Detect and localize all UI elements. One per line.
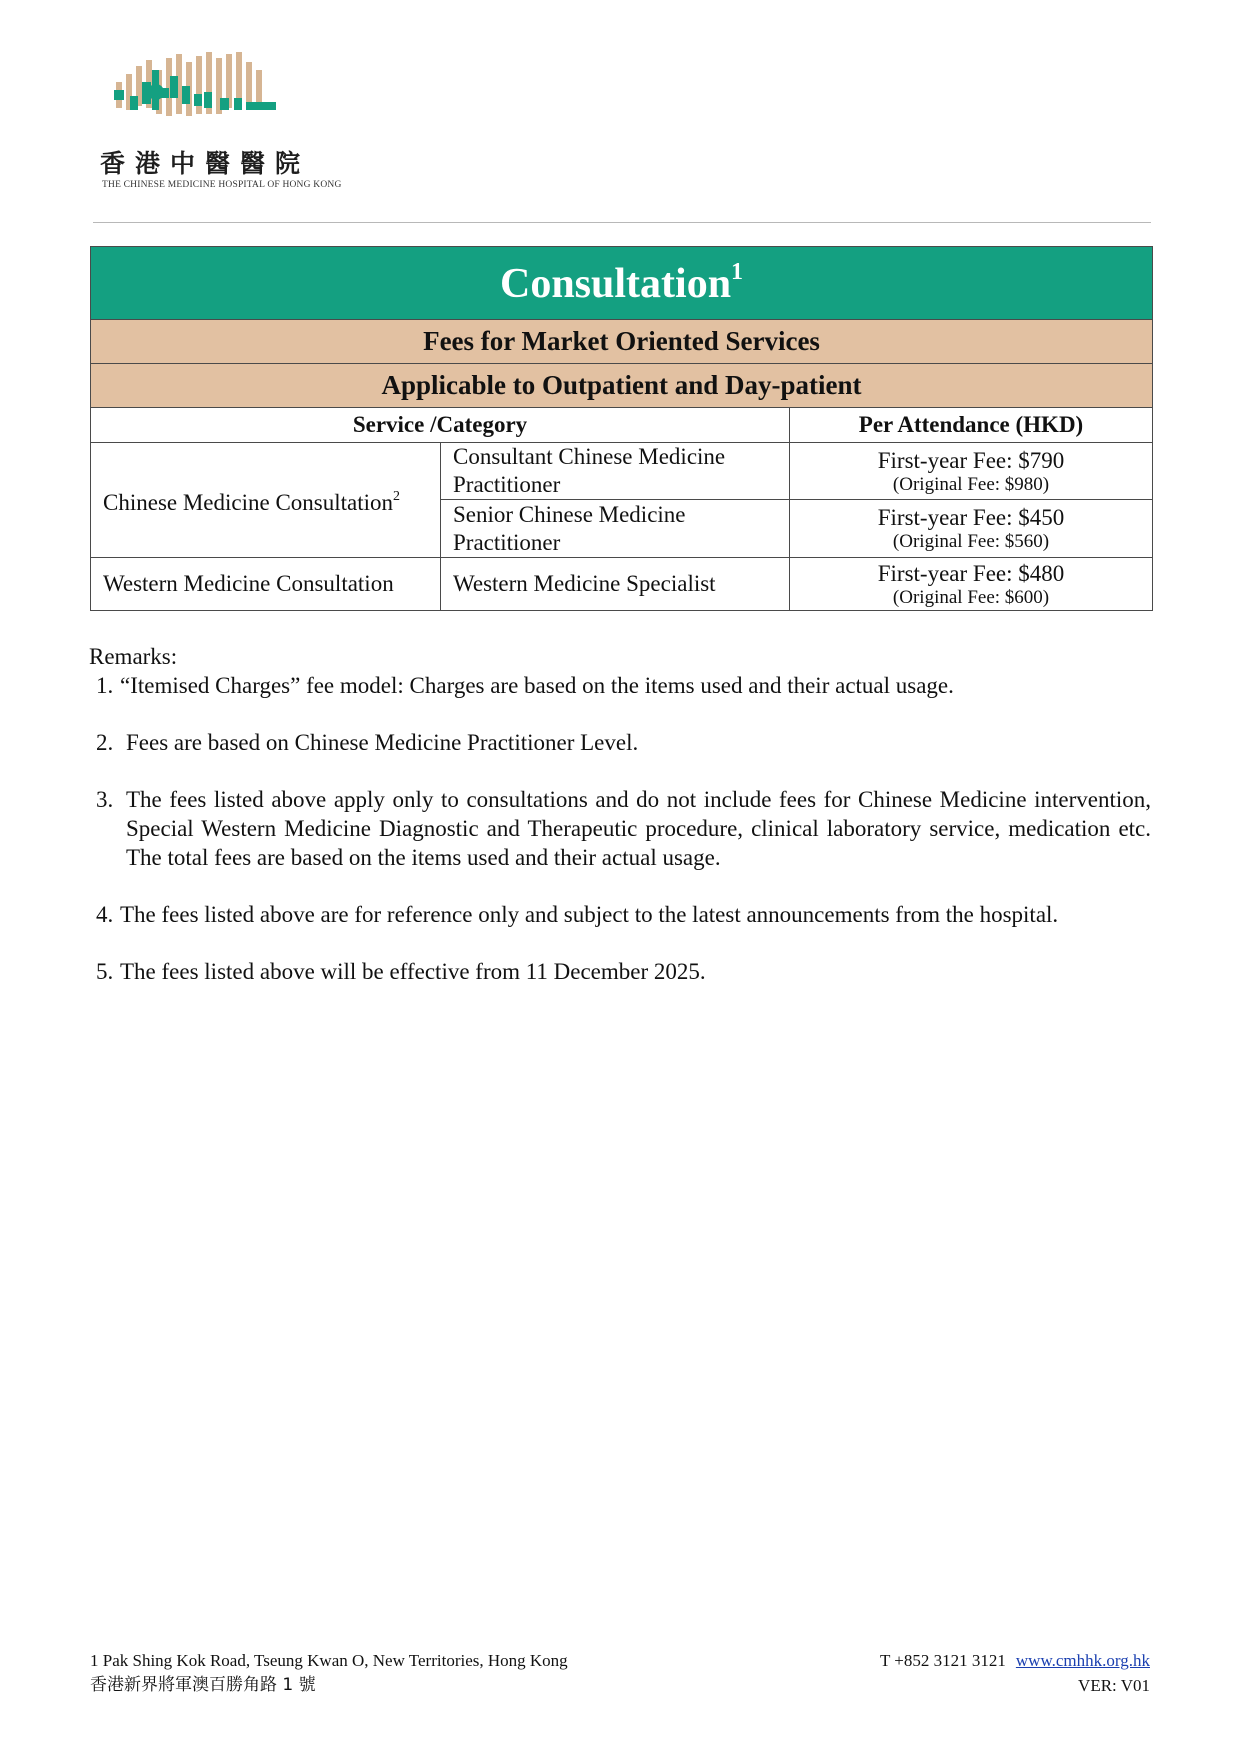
footnote-ref: 2 (393, 489, 401, 504)
logo-english-name: THE CHINESE MEDICINE HOSPITAL OF HONG KONG (102, 180, 342, 190)
list-item (89, 900, 1151, 929)
service-cell (91, 443, 441, 558)
logo-chinese-name: 香港中醫醫院 (100, 149, 311, 178)
phone-number: T +852 3121 3121 (879, 1651, 1006, 1670)
band-market-services: Fees for Market Oriented Services (91, 320, 1153, 364)
footer-address (90, 1648, 568, 1698)
category-cell: Consultant Chinese Medicine Practitioner (441, 443, 790, 500)
item-number: 3. (96, 787, 114, 812)
fee-table-title-row (91, 247, 1153, 320)
item-text: “Itemised Charges” fee model: Charges are based on the items used and their actual usage. (120, 673, 954, 698)
fee-table (90, 246, 1153, 611)
category-cell: Senior Chinese Medicine Practitioner (441, 500, 790, 558)
fee-cell (790, 500, 1153, 558)
list-item (89, 728, 1151, 757)
item-text: The fees listed above are for reference only and subject to the latest announcements from the hospital. (120, 902, 1059, 927)
original-fee: (Original Fee: $560) (892, 531, 1050, 552)
fee-cell (790, 443, 1153, 500)
service-name: Chinese Medicine Consultation (103, 490, 394, 515)
list-item (89, 785, 1151, 872)
table-row (91, 558, 1153, 611)
column-header-fee: Per Attendance (HKD) (790, 408, 1153, 443)
item-text: The fees listed above apply only to consultations and do not include fees for Chinese Medicine intervention, Special Western Medicine Diagnostic and Therapeutic procedure, clinical laboratory service, medication etc. The total fees are based on the items used and their actual usage. (126, 787, 1151, 870)
original-fee: (Original Fee: $980) (892, 473, 1050, 495)
version-label: VER: V01 (1078, 1676, 1150, 1695)
first-year-fee: First-year Fee: $790 (877, 447, 1065, 473)
address-chinese: 香港新界將軍澳百勝角路 1 號 (90, 1675, 316, 1695)
item-number: 5. (96, 959, 114, 984)
remarks-list (89, 671, 1151, 986)
column-header-service: Service /Category (91, 408, 790, 443)
item-number: 4. (96, 902, 114, 927)
item-number: 1. (96, 673, 114, 698)
first-year-fee: First-year Fee: $480 (877, 560, 1065, 586)
fee-table-band-row (91, 320, 1153, 364)
contact-line (880, 1648, 1150, 1673)
fee-table-band-row (91, 364, 1153, 408)
original-fee: (Original Fee: $600) (892, 586, 1050, 608)
logo-mark-icon (100, 52, 300, 140)
address-english: 1 Pak Shing Kok Road, Tseung Kwan O, New Territories, Hong Kong (90, 1651, 568, 1670)
footer-contact (880, 1648, 1150, 1698)
item-number: 2. (96, 730, 114, 755)
item-text: The fees listed above will be effective from 11 December 2025. (120, 959, 706, 984)
fee-table-title-text: Consultation (499, 260, 732, 307)
item-text: Fees are based on Chinese Medicine Practitioner Level. (126, 730, 639, 755)
fee-table-title (91, 247, 1153, 320)
list-item (89, 671, 1151, 700)
category-cell: Western Medicine Specialist (441, 558, 790, 611)
table-row (91, 443, 1153, 500)
first-year-fee: First-year Fee: $450 (877, 505, 1065, 530)
list-item (89, 957, 1151, 986)
remarks-title: Remarks: (89, 644, 178, 669)
fee-table-header-row (91, 408, 1153, 443)
footnote-ref: 1 (731, 258, 744, 285)
header-divider (93, 222, 1151, 223)
website-link[interactable]: www.cmhhk.org.hk (1015, 1651, 1150, 1670)
remarks-section (89, 642, 1151, 1014)
hospital-logo (100, 52, 340, 192)
band-applicable: Applicable to Outpatient and Day-patient (91, 364, 1153, 408)
service-cell: Western Medicine Consultation (91, 558, 441, 611)
fee-cell (790, 558, 1153, 611)
